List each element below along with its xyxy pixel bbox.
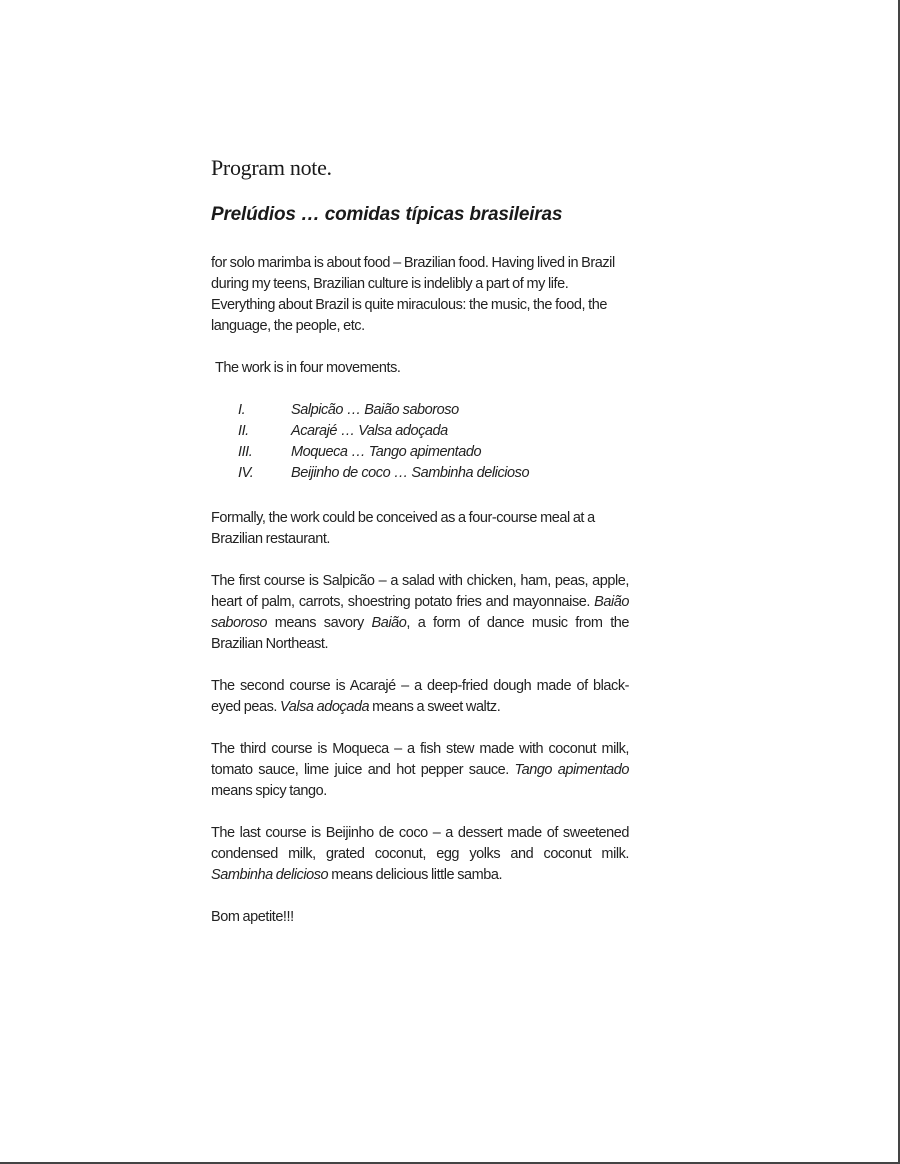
first-course-text: means savory [267, 615, 372, 631]
page-heading: Program note. [211, 155, 332, 180]
second-course-paragraph [211, 676, 629, 718]
last-course-paragraph [211, 823, 629, 886]
movement-title: Acarajé … Valsa adoçada [291, 423, 448, 439]
last-course-text: means delicious little samba. [328, 867, 503, 883]
first-course-text: , a form of dance music from the Brazilian Northeast. [211, 615, 629, 652]
third-course-text: The third course is Moqueca – a fish stew made with coconut milk, tomato sauce, lime juice and hot pepper sauce. [211, 741, 629, 778]
formally-paragraph: Formally, the work could be conceived as a four-course meal at a Brazilian restaurant. [211, 510, 595, 547]
movement-item [238, 400, 529, 421]
first-course-italic-phrase: Baião saboroso [211, 594, 629, 631]
second-course-text: means a sweet waltz. [369, 699, 501, 715]
movement-title: Beijinho de coco … Sambinha delicioso [291, 465, 530, 481]
movement-list [238, 400, 529, 484]
third-course-text: means spicy tango. [211, 783, 327, 799]
movements-intro: The work is in four movements. [215, 360, 401, 376]
movement-title: Salpicão … Baião saboroso [291, 402, 459, 418]
work-title: Prelúdios … comidas típicas brasileiras [211, 204, 563, 225]
movement-title: Moqueca … Tango apimentado [291, 444, 482, 460]
third-course-paragraph [211, 739, 629, 802]
second-course-text: The second course is Acarajé – a deep-fried dough made of black-eyed peas. [211, 678, 629, 715]
third-course-italic-phrase: Tango apimentado [514, 762, 629, 778]
movement-number: I. [238, 402, 246, 418]
second-course-italic-phrase: Valsa adoçada [280, 699, 370, 715]
first-course-italic-word: Baião [371, 615, 407, 631]
movement-number: III. [238, 444, 253, 460]
intro-paragraph: for solo marimba is about food – Brazilian food. Having lived in Brazil during my teens, Brazilian culture is indelibly a part of my life. Everything about Brazil is quite miraculous: the music, the food, the language, the people, etc. [211, 255, 615, 334]
first-course-paragraph [211, 571, 629, 655]
movement-number: IV. [238, 465, 254, 481]
movement-item [238, 442, 529, 463]
last-course-italic-phrase: Sambinha delicioso [211, 867, 329, 883]
movement-number: II. [238, 423, 249, 439]
closing-line: Bom apetite!!! [211, 909, 294, 925]
movement-item [238, 421, 529, 442]
first-course-text: The first course is Salpicão – a salad with chicken, ham, peas, apple, heart of palm, carrots, shoestring potato fries and mayonnaise. [211, 573, 629, 610]
last-course-text: The last course is Beijinho de coco – a dessert made of sweetened condensed milk, grated coconut, egg yolks and coconut milk. [211, 825, 629, 862]
movement-item [238, 463, 529, 484]
